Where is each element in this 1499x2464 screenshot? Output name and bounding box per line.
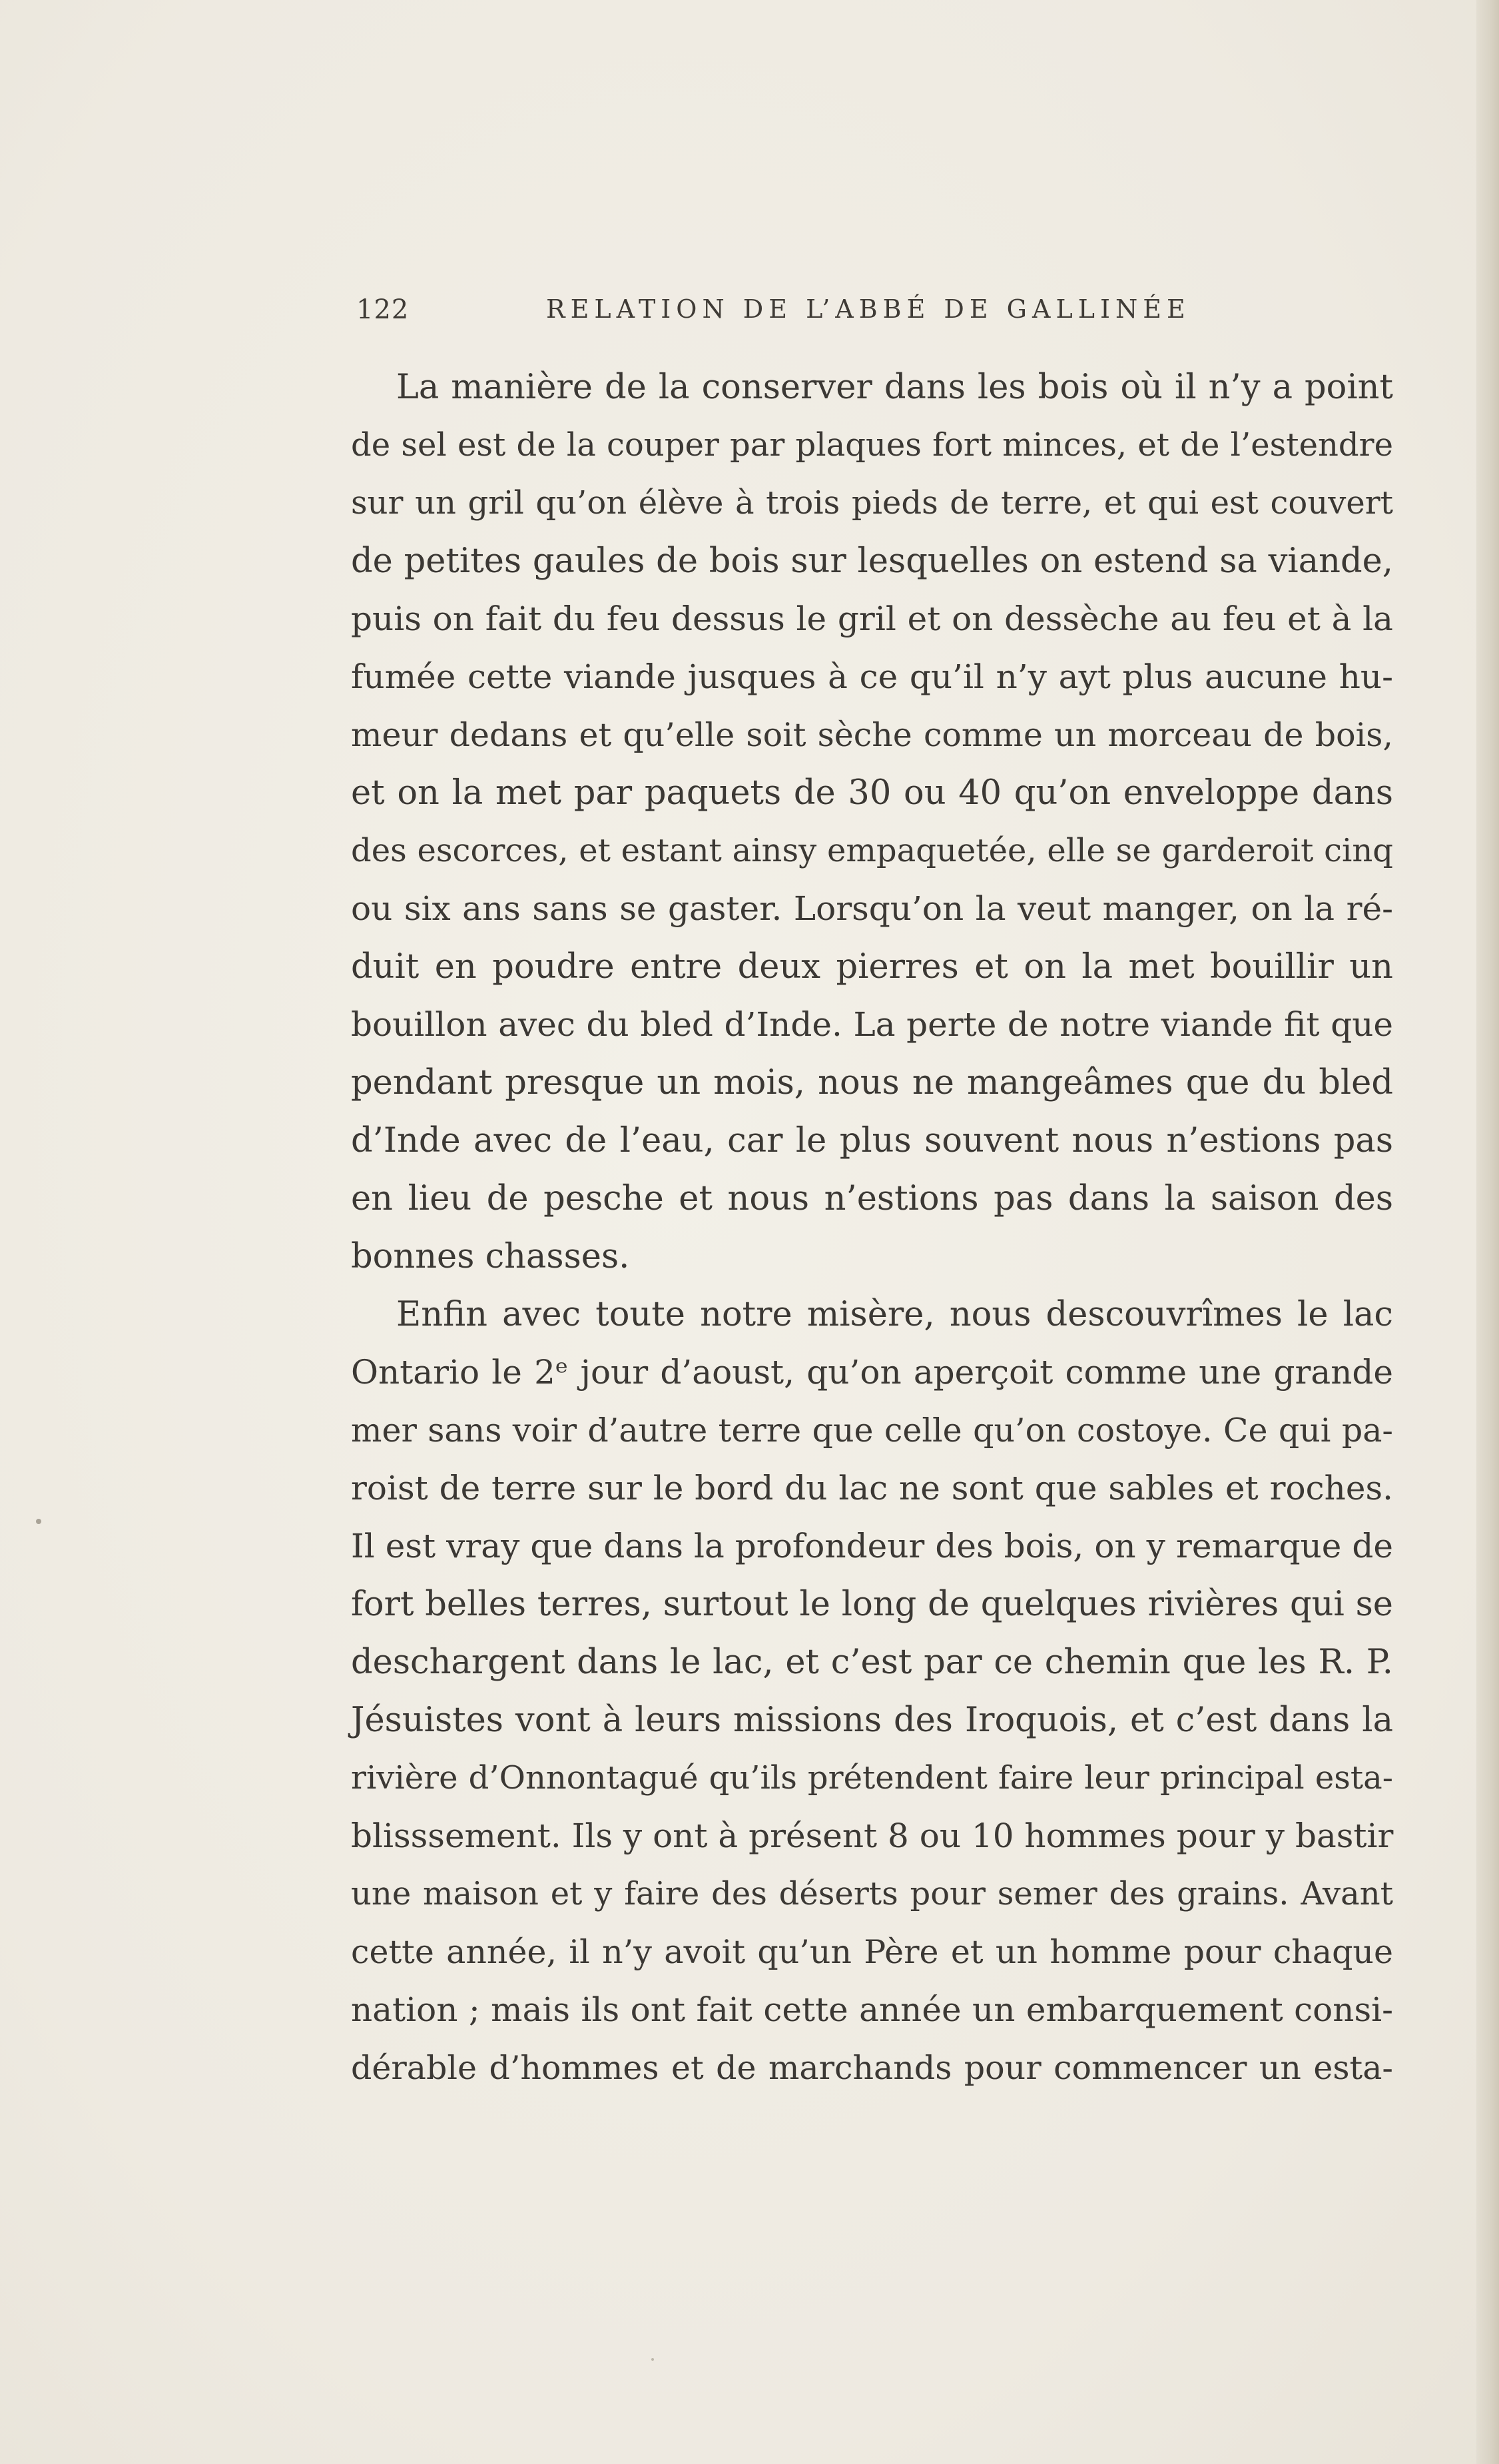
text-line: Il est vray que dans la profondeur des bois, on y remarque de: [351, 1527, 1393, 1565]
text-line: fort belles terres, surtout le long de quelques rivières qui se: [351, 1585, 1393, 1624]
text-line: puis on fait du feu dessus le gril et on dessèche au feu et à la: [351, 600, 1393, 638]
text-line: une maison et y faire des déserts pour semer des grains. Avant: [351, 1875, 1393, 1912]
text-line: dérable d’hommes et de marchands pour commencer un esta-: [351, 2049, 1393, 2087]
page-header: [356, 294, 1395, 334]
text-line: La manière de la conserver dans les bois où il n’y a point: [396, 368, 1393, 407]
text-line: deschargent dans le lac, et c’est par ce chemin que les R. P.: [351, 1643, 1393, 1682]
text-line: en lieu de pesche et nous n’estions pas dans la saison des: [351, 1179, 1393, 1218]
text-line: pendant presque un mois, nous ne mangeâmes que du bled: [351, 1063, 1393, 1102]
text-line: d’Inde avec de l’eau, car le plus souvent nous n’estions pas: [351, 1121, 1393, 1160]
paper-speck: [651, 2358, 654, 2361]
paragraph-2: [351, 1286, 1393, 2097]
page-number: 122: [356, 294, 410, 325]
text-line: et on la met par paquets de 30 ou 40 qu’on enveloppe dans: [351, 773, 1393, 813]
text-line: Ontario le 2ᵉ jour d’aoust, qu’on aperçoit comme une grande: [351, 1353, 1393, 1392]
running-title: RELATION DE L’ABBÉ DE GALLINÉE: [546, 294, 1191, 324]
text-line: Enfin avec toute notre misère, nous descouvrîmes le lac: [396, 1295, 1393, 1334]
text-line: nation ; mais ils ont fait cette année un embarquement consi-: [351, 1990, 1393, 2029]
text-line: blisssement. Ils y ont à présent 8 ou 10 hommes pour y bastir: [351, 1817, 1394, 1855]
text-line: roist de terre sur le bord du lac ne sont que sables et roches.: [351, 1469, 1393, 1507]
text-line: sur un gril qu’on élève à trois pieds de terre, et qui est couvert: [351, 484, 1393, 522]
text-line: rivière d’Onnontagué qu’ils prétendent faire leur principal esta-: [351, 1759, 1393, 1797]
paragraph-1: [351, 358, 1393, 1286]
text-line: mer sans voir d’autre terre que celle qu’on costoye. Ce qui pa-: [351, 1412, 1393, 1449]
body-text: [351, 358, 1393, 2097]
text-line: fumée cette viande jusques à ce qu’il n’y ayt plus aucune hu-: [351, 657, 1393, 696]
text-line: des escorces, et estant ainsy empaquetée, elle se garderoit cinq: [351, 832, 1393, 869]
paper-speck: [36, 1519, 41, 1524]
text-line: ou six ans sans se gaster. Lorsqu’on la veut manger, on la ré-: [351, 889, 1393, 928]
text-line: Jésuistes vont à leurs missions des Iroquois, et c’est dans la: [351, 1701, 1393, 1740]
text-line: de petites gaules de bois sur lesquelles on estend sa viande,: [351, 542, 1393, 581]
text-line: cette année, il n’y avoit qu’un Père et un homme pour chaque: [351, 1933, 1393, 1971]
text-line: bonnes chasses.: [351, 1237, 630, 1276]
text-line: meur dedans et qu’elle soit sèche comme un morceau de bois,: [351, 716, 1393, 754]
text-line: de sel est de la couper par plaques fort minces, et de l’estendre: [351, 426, 1393, 464]
page-edge: [1476, 0, 1499, 2464]
text-line: duit en poudre entre deux pierres et on la met bouillir un: [351, 947, 1393, 987]
text-line: bouillon avec du bled d’Inde. La perte de notre viande fit que: [351, 1005, 1393, 1044]
